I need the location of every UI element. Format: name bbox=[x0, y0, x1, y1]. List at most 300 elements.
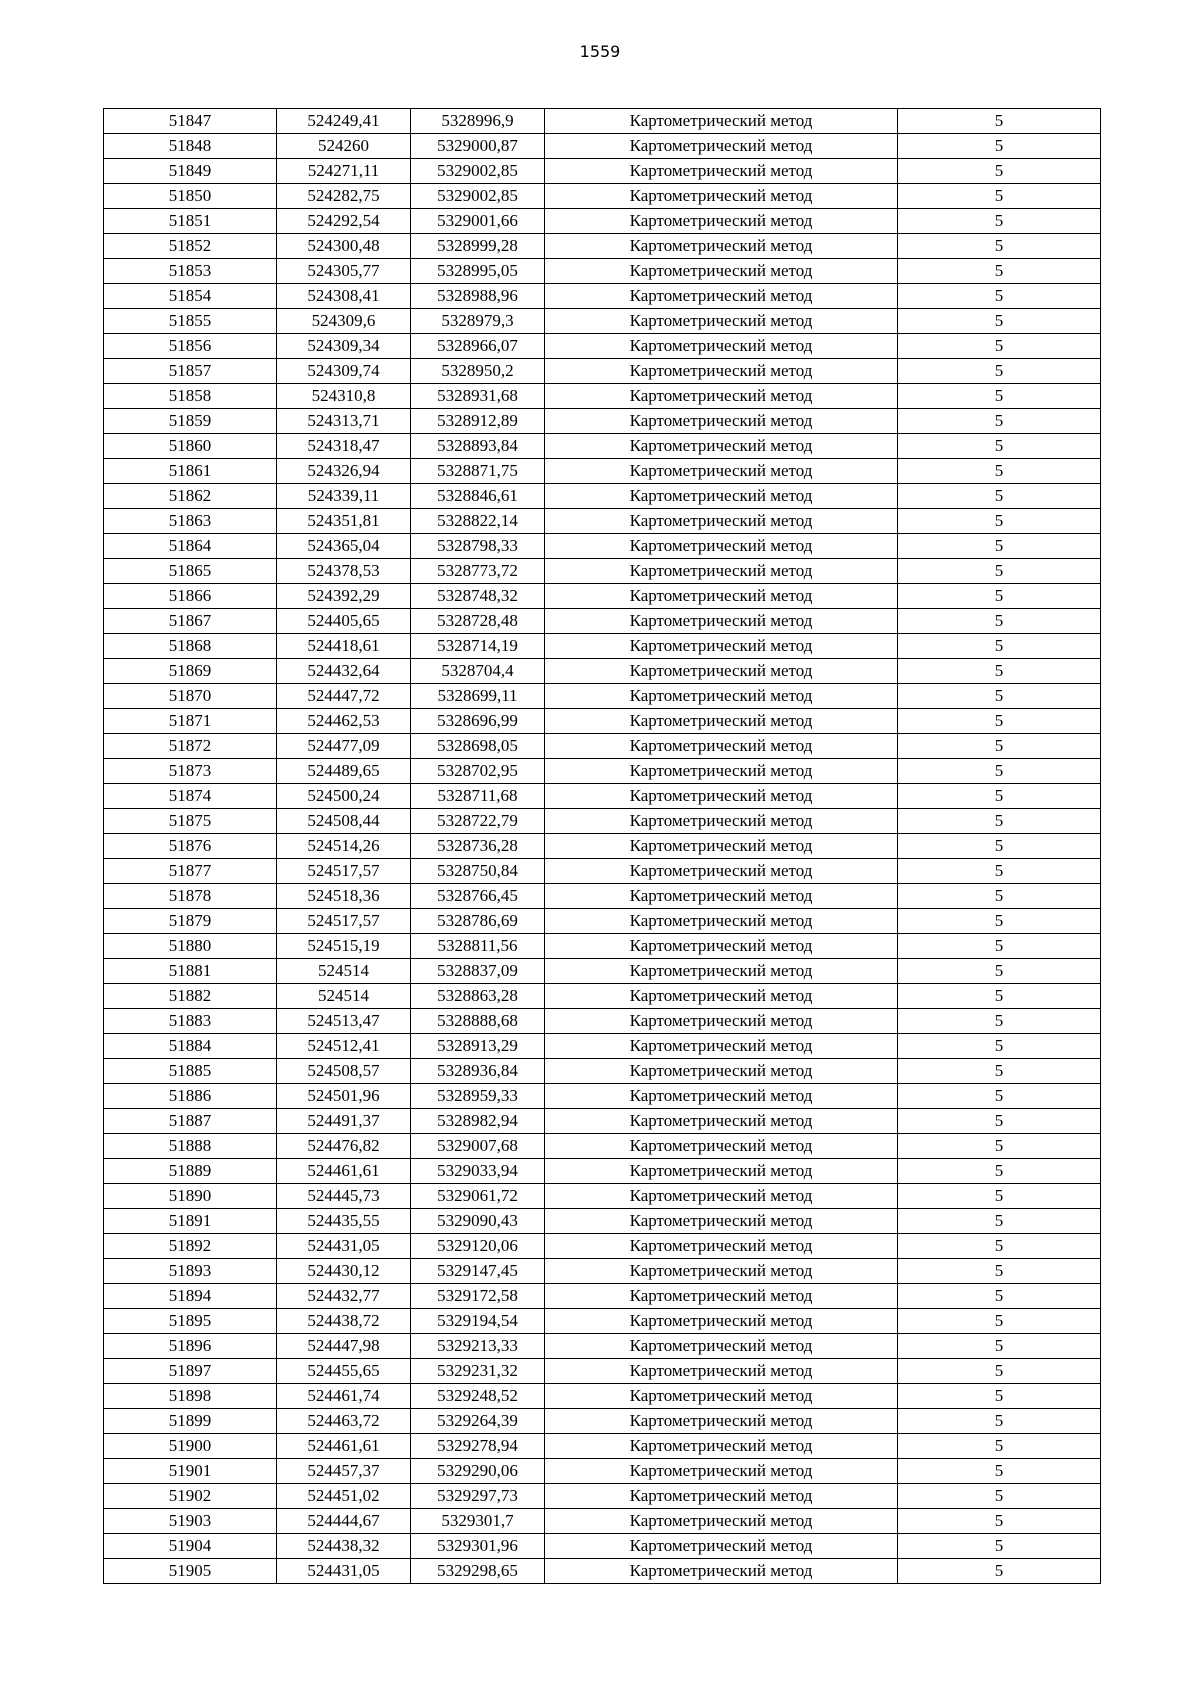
method-cell: Картометрический метод bbox=[545, 134, 898, 159]
method-cell: Картометрический метод bbox=[545, 1459, 898, 1484]
point-number-cell: 51862 bbox=[104, 484, 277, 509]
x-coordinate-cell: 524318,47 bbox=[277, 434, 411, 459]
y-coordinate-cell: 5329033,94 bbox=[411, 1159, 545, 1184]
method-cell: Картометрический метод bbox=[545, 1034, 898, 1059]
point-number-cell: 51852 bbox=[104, 234, 277, 259]
x-coordinate-cell: 524512,41 bbox=[277, 1034, 411, 1059]
table-row bbox=[104, 1384, 1101, 1409]
point-number-cell: 51886 bbox=[104, 1084, 277, 1109]
method-cell: Картометрический метод bbox=[545, 1134, 898, 1159]
point-number-cell: 51902 bbox=[104, 1484, 277, 1509]
x-coordinate-cell: 524447,72 bbox=[277, 684, 411, 709]
accuracy-cell: 5 bbox=[898, 334, 1101, 359]
method-cell: Картометрический метод bbox=[545, 284, 898, 309]
accuracy-cell: 5 bbox=[898, 259, 1101, 284]
accuracy-cell: 5 bbox=[898, 784, 1101, 809]
y-coordinate-cell: 5328736,28 bbox=[411, 834, 545, 859]
y-coordinate-cell: 5329301,96 bbox=[411, 1534, 545, 1559]
accuracy-cell: 5 bbox=[898, 1484, 1101, 1509]
table-row bbox=[104, 284, 1101, 309]
accuracy-cell: 5 bbox=[898, 434, 1101, 459]
accuracy-cell: 5 bbox=[898, 209, 1101, 234]
x-coordinate-cell: 524378,53 bbox=[277, 559, 411, 584]
accuracy-cell: 5 bbox=[898, 1509, 1101, 1534]
x-coordinate-cell: 524451,02 bbox=[277, 1484, 411, 1509]
accuracy-cell: 5 bbox=[898, 959, 1101, 984]
accuracy-cell: 5 bbox=[898, 1359, 1101, 1384]
y-coordinate-cell: 5329007,68 bbox=[411, 1134, 545, 1159]
table-row bbox=[104, 159, 1101, 184]
point-number-cell: 51888 bbox=[104, 1134, 277, 1159]
x-coordinate-cell: 524457,37 bbox=[277, 1459, 411, 1484]
accuracy-cell: 5 bbox=[898, 159, 1101, 184]
accuracy-cell: 5 bbox=[898, 734, 1101, 759]
y-coordinate-cell: 5329120,06 bbox=[411, 1234, 545, 1259]
x-coordinate-cell: 524445,73 bbox=[277, 1184, 411, 1209]
x-coordinate-cell: 524513,47 bbox=[277, 1009, 411, 1034]
accuracy-cell: 5 bbox=[898, 1434, 1101, 1459]
accuracy-cell: 5 bbox=[898, 1134, 1101, 1159]
accuracy-cell: 5 bbox=[898, 1309, 1101, 1334]
table-row bbox=[104, 409, 1101, 434]
point-number-cell: 51895 bbox=[104, 1309, 277, 1334]
point-number-cell: 51900 bbox=[104, 1434, 277, 1459]
y-coordinate-cell: 5329298,65 bbox=[411, 1559, 545, 1584]
x-coordinate-cell: 524249,41 bbox=[277, 109, 411, 134]
x-coordinate-cell: 524392,29 bbox=[277, 584, 411, 609]
accuracy-cell: 5 bbox=[898, 1334, 1101, 1359]
point-number-cell: 51905 bbox=[104, 1559, 277, 1584]
table-row bbox=[104, 309, 1101, 334]
x-coordinate-cell: 524517,57 bbox=[277, 909, 411, 934]
accuracy-cell: 5 bbox=[898, 109, 1101, 134]
table-row bbox=[104, 1159, 1101, 1184]
table-row bbox=[104, 509, 1101, 534]
accuracy-cell: 5 bbox=[898, 684, 1101, 709]
x-coordinate-cell: 524305,77 bbox=[277, 259, 411, 284]
point-number-cell: 51863 bbox=[104, 509, 277, 534]
table-row bbox=[104, 434, 1101, 459]
table-row bbox=[104, 1334, 1101, 1359]
table-row bbox=[104, 909, 1101, 934]
accuracy-cell: 5 bbox=[898, 834, 1101, 859]
point-number-cell: 51868 bbox=[104, 634, 277, 659]
x-coordinate-cell: 524518,36 bbox=[277, 884, 411, 909]
y-coordinate-cell: 5328888,68 bbox=[411, 1009, 545, 1034]
y-coordinate-cell: 5328704,4 bbox=[411, 659, 545, 684]
y-coordinate-cell: 5328996,9 bbox=[411, 109, 545, 134]
method-cell: Картометрический метод bbox=[545, 1259, 898, 1284]
x-coordinate-cell: 524292,54 bbox=[277, 209, 411, 234]
accuracy-cell: 5 bbox=[898, 1259, 1101, 1284]
y-coordinate-cell: 5328714,19 bbox=[411, 634, 545, 659]
method-cell: Картометрический метод bbox=[545, 409, 898, 434]
method-cell: Картометрический метод bbox=[545, 809, 898, 834]
accuracy-cell: 5 bbox=[898, 584, 1101, 609]
accuracy-cell: 5 bbox=[898, 1459, 1101, 1484]
method-cell: Картометрический метод bbox=[545, 1184, 898, 1209]
x-coordinate-cell: 524431,05 bbox=[277, 1559, 411, 1584]
x-coordinate-cell: 524435,55 bbox=[277, 1209, 411, 1234]
accuracy-cell: 5 bbox=[898, 1034, 1101, 1059]
point-number-cell: 51849 bbox=[104, 159, 277, 184]
x-coordinate-cell: 524432,64 bbox=[277, 659, 411, 684]
method-cell: Картометрический метод bbox=[545, 1484, 898, 1509]
point-number-cell: 51890 bbox=[104, 1184, 277, 1209]
accuracy-cell: 5 bbox=[898, 1234, 1101, 1259]
point-number-cell: 51848 bbox=[104, 134, 277, 159]
method-cell: Картометрический метод bbox=[545, 534, 898, 559]
point-number-cell: 51881 bbox=[104, 959, 277, 984]
method-cell: Картометрический метод bbox=[545, 359, 898, 384]
method-cell: Картометрический метод bbox=[545, 1084, 898, 1109]
accuracy-cell: 5 bbox=[898, 409, 1101, 434]
table-row bbox=[104, 1134, 1101, 1159]
point-number-cell: 51893 bbox=[104, 1259, 277, 1284]
table-row bbox=[104, 234, 1101, 259]
y-coordinate-cell: 5328959,33 bbox=[411, 1084, 545, 1109]
x-coordinate-cell: 524310,8 bbox=[277, 384, 411, 409]
accuracy-cell: 5 bbox=[898, 359, 1101, 384]
method-cell: Картометрический метод bbox=[545, 1434, 898, 1459]
method-cell: Картометрический метод bbox=[545, 834, 898, 859]
x-coordinate-cell: 524430,12 bbox=[277, 1259, 411, 1284]
table-row bbox=[104, 484, 1101, 509]
point-number-cell: 51875 bbox=[104, 809, 277, 834]
method-cell: Картометрический метод bbox=[545, 1059, 898, 1084]
x-coordinate-cell: 524351,81 bbox=[277, 509, 411, 534]
point-number-cell: 51885 bbox=[104, 1059, 277, 1084]
y-coordinate-cell: 5329213,33 bbox=[411, 1334, 545, 1359]
point-number-cell: 51851 bbox=[104, 209, 277, 234]
x-coordinate-cell: 524461,61 bbox=[277, 1434, 411, 1459]
accuracy-cell: 5 bbox=[898, 1109, 1101, 1134]
table-row bbox=[104, 709, 1101, 734]
method-cell: Картометрический метод bbox=[545, 1209, 898, 1234]
table-row bbox=[104, 1284, 1101, 1309]
y-coordinate-cell: 5328766,45 bbox=[411, 884, 545, 909]
point-number-cell: 51891 bbox=[104, 1209, 277, 1234]
y-coordinate-cell: 5328995,05 bbox=[411, 259, 545, 284]
y-coordinate-cell: 5329248,52 bbox=[411, 1384, 545, 1409]
method-cell: Картометрический метод bbox=[545, 159, 898, 184]
x-coordinate-cell: 524271,11 bbox=[277, 159, 411, 184]
method-cell: Картометрический метод bbox=[545, 484, 898, 509]
coordinates-table-body bbox=[104, 109, 1101, 1584]
y-coordinate-cell: 5328913,29 bbox=[411, 1034, 545, 1059]
method-cell: Картометрический метод bbox=[545, 959, 898, 984]
method-cell: Картометрический метод bbox=[545, 459, 898, 484]
point-number-cell: 51866 bbox=[104, 584, 277, 609]
x-coordinate-cell: 524514 bbox=[277, 959, 411, 984]
accuracy-cell: 5 bbox=[898, 234, 1101, 259]
method-cell: Картометрический метод bbox=[545, 584, 898, 609]
table-row bbox=[104, 1059, 1101, 1084]
point-number-cell: 51894 bbox=[104, 1284, 277, 1309]
point-number-cell: 51860 bbox=[104, 434, 277, 459]
table-row bbox=[104, 959, 1101, 984]
table-row bbox=[104, 609, 1101, 634]
method-cell: Картометрический метод bbox=[545, 784, 898, 809]
table-row bbox=[104, 1084, 1101, 1109]
accuracy-cell: 5 bbox=[898, 659, 1101, 684]
point-number-cell: 51847 bbox=[104, 109, 277, 134]
x-coordinate-cell: 524326,94 bbox=[277, 459, 411, 484]
point-number-cell: 51872 bbox=[104, 734, 277, 759]
table-row bbox=[104, 1434, 1101, 1459]
table-row bbox=[104, 1559, 1101, 1584]
x-coordinate-cell: 524339,11 bbox=[277, 484, 411, 509]
point-number-cell: 51897 bbox=[104, 1359, 277, 1384]
method-cell: Картометрический метод bbox=[545, 909, 898, 934]
accuracy-cell: 5 bbox=[898, 384, 1101, 409]
x-coordinate-cell: 524461,61 bbox=[277, 1159, 411, 1184]
table-row bbox=[104, 1109, 1101, 1134]
point-number-cell: 51880 bbox=[104, 934, 277, 959]
method-cell: Картометрический метод bbox=[545, 1284, 898, 1309]
method-cell: Картометрический метод bbox=[545, 1009, 898, 1034]
x-coordinate-cell: 524476,82 bbox=[277, 1134, 411, 1159]
table-row bbox=[104, 734, 1101, 759]
x-coordinate-cell: 524313,71 bbox=[277, 409, 411, 434]
table-row bbox=[104, 759, 1101, 784]
method-cell: Картометрический метод bbox=[545, 1509, 898, 1534]
point-number-cell: 51856 bbox=[104, 334, 277, 359]
accuracy-cell: 5 bbox=[898, 559, 1101, 584]
point-number-cell: 51853 bbox=[104, 259, 277, 284]
table-row bbox=[104, 534, 1101, 559]
y-coordinate-cell: 5328702,95 bbox=[411, 759, 545, 784]
x-coordinate-cell: 524300,48 bbox=[277, 234, 411, 259]
y-coordinate-cell: 5328786,69 bbox=[411, 909, 545, 934]
table-row bbox=[104, 259, 1101, 284]
point-number-cell: 51884 bbox=[104, 1034, 277, 1059]
table-row bbox=[104, 1259, 1101, 1284]
x-coordinate-cell: 524489,65 bbox=[277, 759, 411, 784]
method-cell: Картометрический метод bbox=[545, 209, 898, 234]
y-coordinate-cell: 5328893,84 bbox=[411, 434, 545, 459]
point-number-cell: 51889 bbox=[104, 1159, 277, 1184]
y-coordinate-cell: 5328979,3 bbox=[411, 309, 545, 334]
method-cell: Картометрический метод bbox=[545, 684, 898, 709]
x-coordinate-cell: 524309,34 bbox=[277, 334, 411, 359]
y-coordinate-cell: 5328988,96 bbox=[411, 284, 545, 309]
method-cell: Картометрический метод bbox=[545, 559, 898, 584]
y-coordinate-cell: 5328696,99 bbox=[411, 709, 545, 734]
method-cell: Картометрический метод bbox=[545, 259, 898, 284]
method-cell: Картометрический метод bbox=[545, 1334, 898, 1359]
table-row bbox=[104, 784, 1101, 809]
x-coordinate-cell: 524501,96 bbox=[277, 1084, 411, 1109]
point-number-cell: 51878 bbox=[104, 884, 277, 909]
x-coordinate-cell: 524514,26 bbox=[277, 834, 411, 859]
method-cell: Картометрический метод bbox=[545, 1109, 898, 1134]
point-number-cell: 51873 bbox=[104, 759, 277, 784]
y-coordinate-cell: 5328966,07 bbox=[411, 334, 545, 359]
y-coordinate-cell: 5328982,94 bbox=[411, 1109, 545, 1134]
x-coordinate-cell: 524444,67 bbox=[277, 1509, 411, 1534]
point-number-cell: 51898 bbox=[104, 1384, 277, 1409]
method-cell: Картометрический метод bbox=[545, 759, 898, 784]
method-cell: Картометрический метод bbox=[545, 184, 898, 209]
y-coordinate-cell: 5328750,84 bbox=[411, 859, 545, 884]
y-coordinate-cell: 5328931,68 bbox=[411, 384, 545, 409]
table-row bbox=[104, 1034, 1101, 1059]
y-coordinate-cell: 5329147,45 bbox=[411, 1259, 545, 1284]
accuracy-cell: 5 bbox=[898, 1284, 1101, 1309]
point-number-cell: 51904 bbox=[104, 1534, 277, 1559]
table-row bbox=[104, 1484, 1101, 1509]
accuracy-cell: 5 bbox=[898, 509, 1101, 534]
y-coordinate-cell: 5328950,2 bbox=[411, 359, 545, 384]
table-row bbox=[104, 1184, 1101, 1209]
y-coordinate-cell: 5328728,48 bbox=[411, 609, 545, 634]
method-cell: Картометрический метод bbox=[545, 384, 898, 409]
table-row bbox=[104, 359, 1101, 384]
method-cell: Картометрический метод bbox=[545, 309, 898, 334]
x-coordinate-cell: 524508,57 bbox=[277, 1059, 411, 1084]
accuracy-cell: 5 bbox=[898, 809, 1101, 834]
method-cell: Картометрический метод bbox=[545, 1159, 898, 1184]
accuracy-cell: 5 bbox=[898, 1534, 1101, 1559]
table-row bbox=[104, 1509, 1101, 1534]
table-row bbox=[104, 584, 1101, 609]
point-number-cell: 51883 bbox=[104, 1009, 277, 1034]
point-number-cell: 51859 bbox=[104, 409, 277, 434]
accuracy-cell: 5 bbox=[898, 884, 1101, 909]
y-coordinate-cell: 5328871,75 bbox=[411, 459, 545, 484]
point-number-cell: 51854 bbox=[104, 284, 277, 309]
accuracy-cell: 5 bbox=[898, 1384, 1101, 1409]
y-coordinate-cell: 5329194,54 bbox=[411, 1309, 545, 1334]
y-coordinate-cell: 5328698,05 bbox=[411, 734, 545, 759]
point-number-cell: 51869 bbox=[104, 659, 277, 684]
y-coordinate-cell: 5329264,39 bbox=[411, 1409, 545, 1434]
method-cell: Картометрический метод bbox=[545, 734, 898, 759]
accuracy-cell: 5 bbox=[898, 1409, 1101, 1434]
method-cell: Картометрический метод bbox=[545, 1409, 898, 1434]
method-cell: Картометрический метод bbox=[545, 334, 898, 359]
method-cell: Картометрический метод bbox=[545, 859, 898, 884]
point-number-cell: 51858 bbox=[104, 384, 277, 409]
x-coordinate-cell: 524500,24 bbox=[277, 784, 411, 809]
x-coordinate-cell: 524308,41 bbox=[277, 284, 411, 309]
accuracy-cell: 5 bbox=[898, 1084, 1101, 1109]
method-cell: Картометрический метод bbox=[545, 634, 898, 659]
accuracy-cell: 5 bbox=[898, 759, 1101, 784]
point-number-cell: 51857 bbox=[104, 359, 277, 384]
y-coordinate-cell: 5328999,28 bbox=[411, 234, 545, 259]
accuracy-cell: 5 bbox=[898, 459, 1101, 484]
x-coordinate-cell: 524282,75 bbox=[277, 184, 411, 209]
accuracy-cell: 5 bbox=[898, 484, 1101, 509]
method-cell: Картометрический метод bbox=[545, 1234, 898, 1259]
table-row bbox=[104, 459, 1101, 484]
method-cell: Картометрический метод bbox=[545, 659, 898, 684]
accuracy-cell: 5 bbox=[898, 984, 1101, 1009]
y-coordinate-cell: 5328811,56 bbox=[411, 934, 545, 959]
method-cell: Картометрический метод bbox=[545, 1309, 898, 1334]
method-cell: Картометрический метод bbox=[545, 1534, 898, 1559]
point-number-cell: 51887 bbox=[104, 1109, 277, 1134]
method-cell: Картометрический метод bbox=[545, 1559, 898, 1584]
method-cell: Картометрический метод bbox=[545, 1359, 898, 1384]
table-row bbox=[104, 809, 1101, 834]
x-coordinate-cell: 524365,04 bbox=[277, 534, 411, 559]
point-number-cell: 51864 bbox=[104, 534, 277, 559]
accuracy-cell: 5 bbox=[898, 184, 1101, 209]
x-coordinate-cell: 524418,61 bbox=[277, 634, 411, 659]
table-row bbox=[104, 1009, 1101, 1034]
accuracy-cell: 5 bbox=[898, 134, 1101, 159]
x-coordinate-cell: 524438,72 bbox=[277, 1309, 411, 1334]
table-row bbox=[104, 984, 1101, 1009]
accuracy-cell: 5 bbox=[898, 609, 1101, 634]
table-row bbox=[104, 209, 1101, 234]
point-number-cell: 51899 bbox=[104, 1409, 277, 1434]
method-cell: Картометрический метод bbox=[545, 234, 898, 259]
method-cell: Картометрический метод bbox=[545, 934, 898, 959]
point-number-cell: 51870 bbox=[104, 684, 277, 709]
y-coordinate-cell: 5328846,61 bbox=[411, 484, 545, 509]
accuracy-cell: 5 bbox=[898, 709, 1101, 734]
point-number-cell: 51874 bbox=[104, 784, 277, 809]
page-number: 1559 bbox=[579, 42, 621, 61]
accuracy-cell: 5 bbox=[898, 634, 1101, 659]
accuracy-cell: 5 bbox=[898, 1059, 1101, 1084]
y-coordinate-cell: 5329000,87 bbox=[411, 134, 545, 159]
table-row bbox=[104, 559, 1101, 584]
method-cell: Картометрический метод bbox=[545, 434, 898, 459]
x-coordinate-cell: 524514 bbox=[277, 984, 411, 1009]
table-row bbox=[104, 1309, 1101, 1334]
method-cell: Картометрический метод bbox=[545, 884, 898, 909]
table-row bbox=[104, 684, 1101, 709]
y-coordinate-cell: 5328822,14 bbox=[411, 509, 545, 534]
x-coordinate-cell: 524515,19 bbox=[277, 934, 411, 959]
point-number-cell: 51877 bbox=[104, 859, 277, 884]
x-coordinate-cell: 524309,6 bbox=[277, 309, 411, 334]
table-row bbox=[104, 1459, 1101, 1484]
y-coordinate-cell: 5328912,89 bbox=[411, 409, 545, 434]
method-cell: Картометрический метод bbox=[545, 609, 898, 634]
x-coordinate-cell: 524438,32 bbox=[277, 1534, 411, 1559]
accuracy-cell: 5 bbox=[898, 934, 1101, 959]
point-number-cell: 51867 bbox=[104, 609, 277, 634]
point-number-cell: 51871 bbox=[104, 709, 277, 734]
point-number-cell: 51876 bbox=[104, 834, 277, 859]
point-number-cell: 51892 bbox=[104, 1234, 277, 1259]
y-coordinate-cell: 5328722,79 bbox=[411, 809, 545, 834]
point-number-cell: 51850 bbox=[104, 184, 277, 209]
x-coordinate-cell: 524260 bbox=[277, 134, 411, 159]
y-coordinate-cell: 5329090,43 bbox=[411, 1209, 545, 1234]
point-number-cell: 51901 bbox=[104, 1459, 277, 1484]
accuracy-cell: 5 bbox=[898, 1159, 1101, 1184]
point-number-cell: 51865 bbox=[104, 559, 277, 584]
y-coordinate-cell: 5329001,66 bbox=[411, 209, 545, 234]
table-row bbox=[104, 384, 1101, 409]
table-row bbox=[104, 1234, 1101, 1259]
method-cell: Картометрический метод bbox=[545, 109, 898, 134]
point-number-cell: 51896 bbox=[104, 1334, 277, 1359]
point-number-cell: 51882 bbox=[104, 984, 277, 1009]
y-coordinate-cell: 5328773,72 bbox=[411, 559, 545, 584]
x-coordinate-cell: 524491,37 bbox=[277, 1109, 411, 1134]
method-cell: Картометрический метод bbox=[545, 984, 898, 1009]
table-row bbox=[104, 659, 1101, 684]
accuracy-cell: 5 bbox=[898, 1209, 1101, 1234]
